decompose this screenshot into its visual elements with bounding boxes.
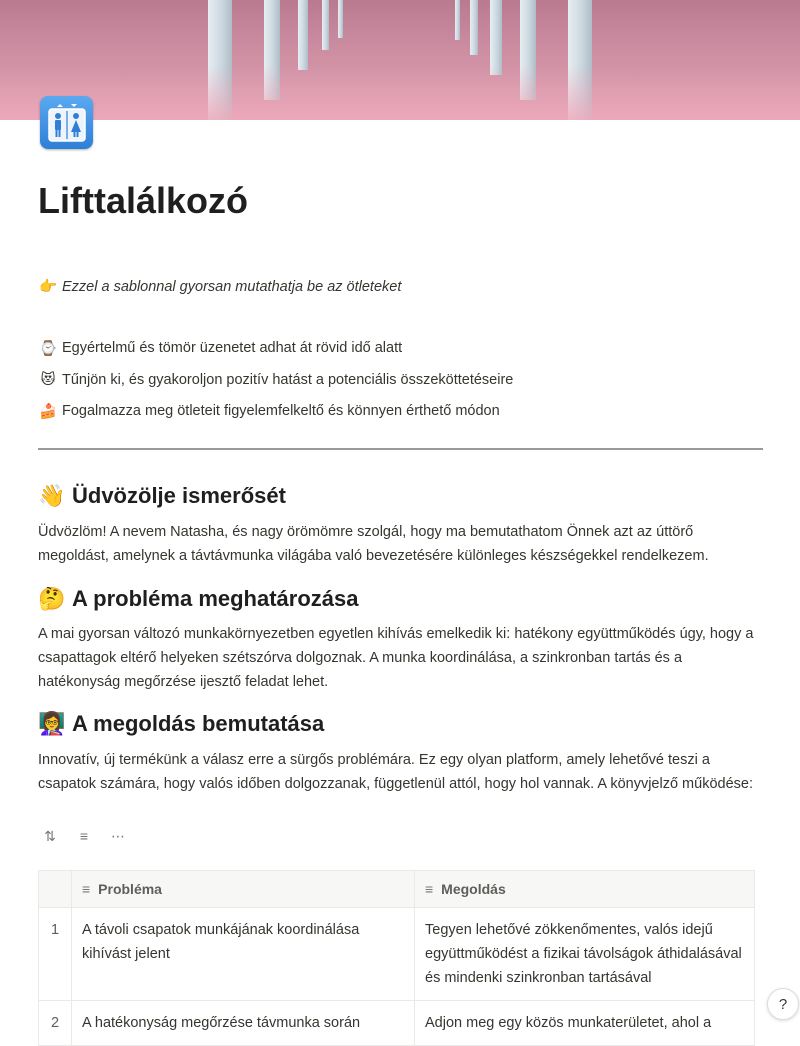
column-header-solution[interactable]: ≡ Megoldás (415, 871, 755, 908)
intro-callout (38, 278, 401, 295)
column-header-problem[interactable]: ≡ Probléma (72, 871, 415, 908)
list-item (38, 372, 513, 404)
table-row[interactable] (39, 908, 755, 1001)
sort-icon[interactable]: ⇅ (44, 828, 56, 844)
section-body-greeting[interactable]: Üdvözlöm! A nevem Natasha, és nagy örömömre szolgál, hogy ma bemutathatom Önnek azt az úttörő megoldást, amelynek a távtávmunka világába való bevezetésére különleges készségekkel rendelkezem. (38, 524, 709, 564)
row-number-header (39, 871, 72, 908)
thinking-face-icon: 🤔 (38, 586, 66, 611)
table-row[interactable] (39, 1001, 755, 1046)
row-number: 2 (39, 1001, 72, 1046)
list-item (38, 340, 513, 372)
section-heading-problem[interactable] (38, 586, 359, 612)
cover-image (0, 0, 800, 120)
cake-icon: 🍰 (38, 404, 58, 420)
list-item (38, 403, 513, 435)
elevator-icon[interactable] (40, 96, 93, 149)
problem-solution-table (38, 870, 755, 1046)
list-item-text: Egyértelmű és tömör üzenetet adhat át rövid idő alatt (62, 340, 403, 356)
list-item-text: Fogalmazza meg ötleteit figyelemfelkeltő és könnyen érthető módon (62, 403, 500, 419)
teacher-icon: 👩‍🏫 (38, 711, 66, 736)
watch-icon: ⌚ (38, 341, 58, 357)
text-property-icon: ≡ (425, 881, 434, 897)
page-title[interactable]: Lifttalálkozó (38, 180, 249, 221)
row-number: 1 (39, 908, 72, 1001)
waving-hand-icon: 👋 (38, 483, 66, 508)
section-heading-greeting[interactable] (38, 483, 286, 509)
text-property-icon: ≡ (82, 881, 91, 897)
section-heading-solution[interactable] (38, 711, 324, 737)
section-body-problem[interactable]: A mai gyorsan változó munkakörnyezetben egyetlen kihívás emelkedik ki: hatékony együttműködés úgy, hogy a csapattagok eltérő helyeken szétszórva dolgoznak. A munka koordinálása, a szinkronban tartás és a hatékonyság megőrzése ijesztő feladat lehet. (38, 626, 754, 690)
cell-solution[interactable]: Adjon meg egy közös munkaterületet, ahol a (415, 1001, 755, 1046)
cell-solution[interactable]: Tegyen lehetővé zökkenőmentes, valós idejű együttműködést a fizikai távolságok áthidalásával és mindenki szinkronban tartásával (415, 908, 755, 1001)
more-options-icon[interactable]: ⋯ (111, 828, 125, 844)
list-item-text: Tűnjön ki, és gyakoroljon pozitív hatást a potenciális összeköttetéseire (62, 371, 514, 388)
heading-text: A probléma meghatározása (72, 586, 359, 611)
section-body-solution[interactable]: Innovatív, új termékünk a válasz erre a sürgős problémára. Ez egy olyan platform, amely lehetővé teszi a csapatok számára, hogy valós időben dolgozzanak, függetlenül attól, hogy hol vannak. A könyvjelző működése: (38, 752, 753, 792)
help-button[interactable]: ? (767, 988, 799, 1020)
table-toolbar (40, 828, 128, 845)
cell-problem[interactable]: A távoli csapatok munkájának koordinálása kihívást jelent (72, 908, 415, 1001)
heading-text: A megoldás bemutatása (72, 711, 325, 736)
heart-eyes-cat-icon: 😻 (40, 371, 56, 388)
pointing-hand-icon: 👉 (38, 279, 58, 295)
heading-text: Üdvözölje ismerősét (72, 483, 286, 508)
callout-text: Ezzel a sablonnal gyorsan mutathatja be az ötleteket (62, 279, 402, 295)
benefit-list (38, 340, 513, 435)
cell-problem[interactable]: A hatékonyság megőrzése távmunka során (72, 1001, 415, 1046)
divider (38, 448, 763, 450)
filter-icon[interactable]: ≡ (79, 828, 89, 844)
